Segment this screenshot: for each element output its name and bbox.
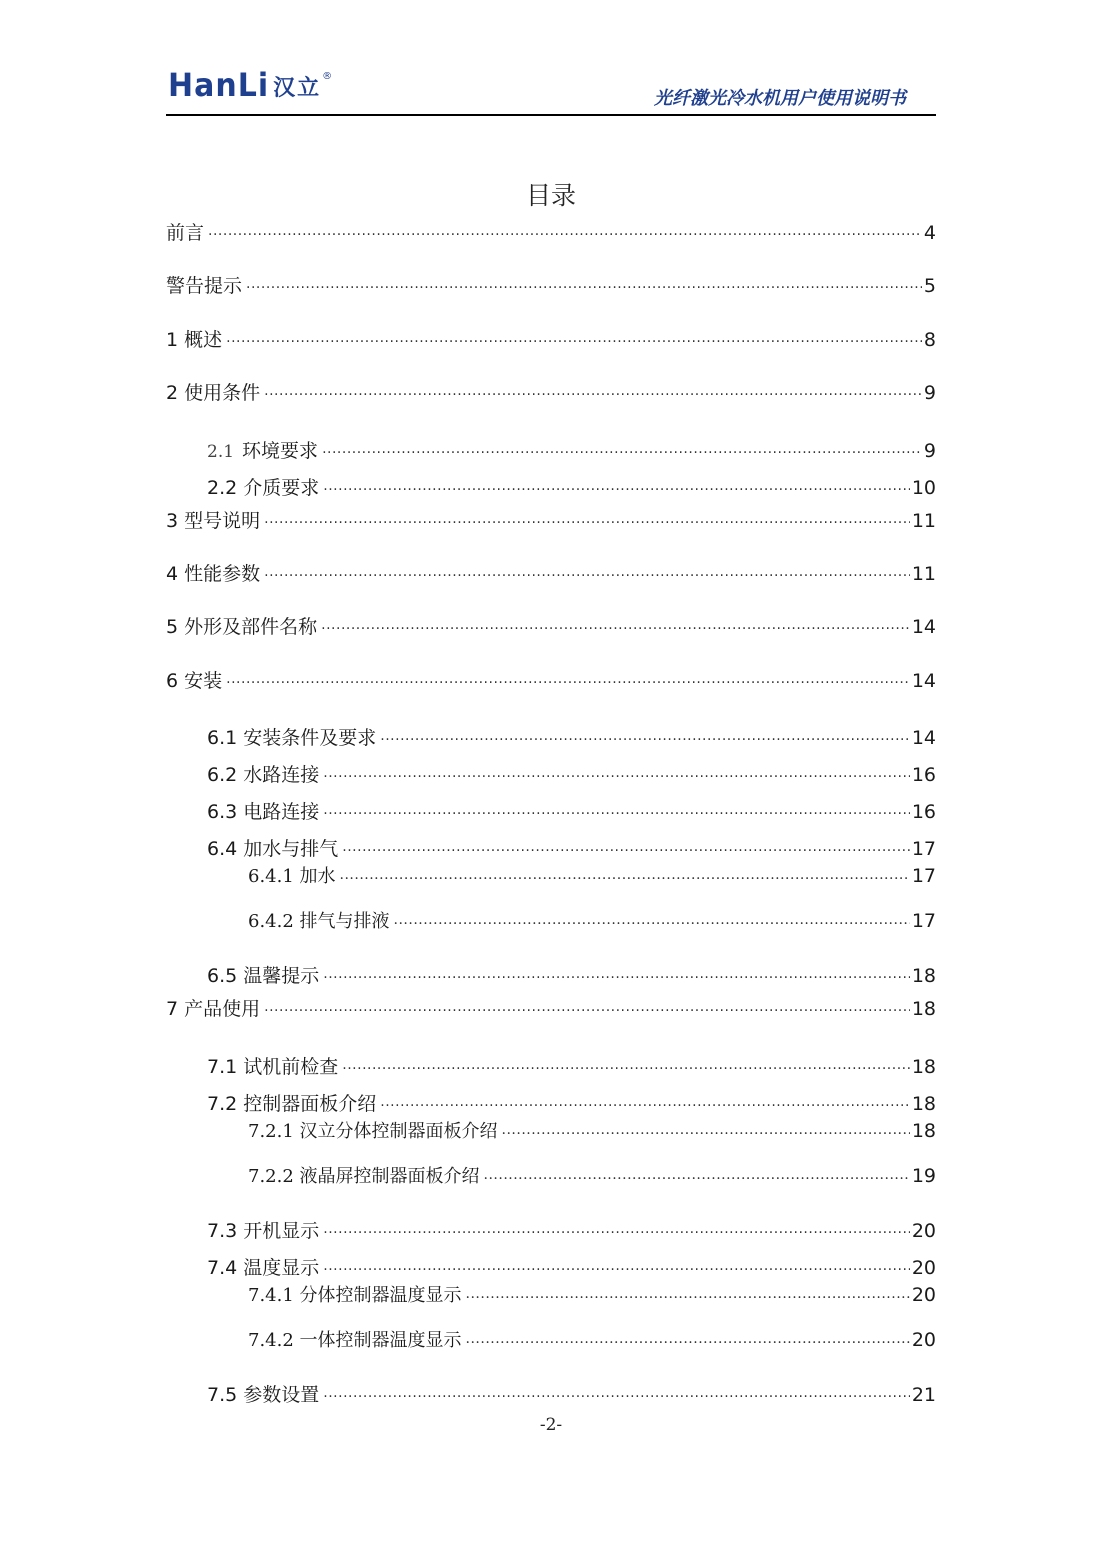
toc-entry-label: 6.3 电路连接 xyxy=(207,801,320,823)
toc-entry-label: 环境要求 xyxy=(242,440,319,462)
toc-entry-label: 3 型号说明 xyxy=(166,510,261,532)
toc-entry-label: 2.2 介质要求 xyxy=(207,477,320,499)
logo-chinese-text: 汉立 xyxy=(273,75,322,101)
toc-entry[interactable] xyxy=(207,436,936,463)
toc-entry[interactable] xyxy=(248,1326,936,1352)
toc-leader-dots xyxy=(323,1223,910,1242)
toc-entry-label: 7.2 控制器面板介绍 xyxy=(207,1093,377,1115)
toc-entry-label: 7.2.2 液晶屏控制器面板介绍 xyxy=(248,1166,480,1187)
toc-leader-dots xyxy=(466,1288,910,1306)
toc-entry-page: 20 xyxy=(911,1284,936,1306)
toc-entry-label: 7.4.1 分体控制器温度显示 xyxy=(248,1285,462,1306)
toc-entry[interactable] xyxy=(207,473,936,500)
toc-entry[interactable] xyxy=(166,378,936,405)
toc-entry-page: 14 xyxy=(911,616,936,638)
toc-entry-page: 14 xyxy=(911,670,936,692)
toc-leader-dots xyxy=(342,841,910,860)
toc-entry-label: 1 概述 xyxy=(166,329,223,351)
toc-entry[interactable] xyxy=(166,559,936,586)
toc-entry-label: 6.4 加水与排气 xyxy=(207,838,339,860)
toc-leader-dots xyxy=(466,1333,910,1351)
toc-entry-page: 18 xyxy=(911,1120,936,1142)
toc-entry-label: 6.2 水路连接 xyxy=(207,764,320,786)
toc-entry-page: 20 xyxy=(911,1257,936,1279)
toc-entry[interactable] xyxy=(248,1281,936,1307)
toc-entry-label: 7.1 试机前检查 xyxy=(207,1056,339,1078)
toc-entry-page: 10 xyxy=(911,477,936,499)
toc-leader-dots xyxy=(340,869,910,887)
toc-entry-label: 4 性能参数 xyxy=(166,563,261,585)
toc-entry[interactable] xyxy=(207,1089,936,1116)
toc-entry[interactable] xyxy=(207,760,936,787)
toc-entry[interactable] xyxy=(207,1052,936,1079)
toc-leader-dots xyxy=(264,566,910,585)
toc-leader-dots xyxy=(342,1059,910,1078)
toc-entry[interactable] xyxy=(207,1380,936,1407)
toc-leader-dots xyxy=(502,1124,910,1142)
toc-leader-dots xyxy=(226,332,922,351)
toc-entry-page: 20 xyxy=(911,1220,936,1242)
toc-entry[interactable] xyxy=(166,612,936,639)
toc-entry-page: 17 xyxy=(911,910,936,932)
toc-leader-dots xyxy=(322,443,922,462)
toc-leader-dots xyxy=(394,914,910,932)
toc-entry-label: 2 使用条件 xyxy=(166,382,261,404)
toc-entry-page: 20 xyxy=(911,1329,936,1351)
toc-entry-page: 8 xyxy=(923,329,936,351)
toc-leader-dots xyxy=(264,385,922,404)
toc-entry[interactable] xyxy=(248,862,936,888)
toc-entry[interactable] xyxy=(207,797,936,824)
toc-entry-page: 5 xyxy=(923,275,936,297)
toc-entry[interactable] xyxy=(166,506,936,533)
toc-leader-dots xyxy=(380,730,910,749)
toc-entry-label: 7.2.1 汉立分体控制器面板介绍 xyxy=(248,1121,498,1142)
page-number: -2- xyxy=(539,1415,563,1435)
toc-entry-page: 18 xyxy=(911,998,936,1020)
toc-leader-dots xyxy=(323,767,910,786)
toc-leader-dots xyxy=(264,513,910,532)
toc-entry-label: 7 产品使用 xyxy=(166,998,261,1020)
toc-entry-label: 6 安装 xyxy=(166,670,223,692)
toc-leader-dots xyxy=(484,1169,910,1187)
toc-entry[interactable] xyxy=(166,271,936,298)
registered-mark: ® xyxy=(322,71,333,82)
toc-leader-dots xyxy=(226,673,910,692)
toc-entry[interactable] xyxy=(248,1162,936,1188)
toc-entry-label: 7.3 开机显示 xyxy=(207,1220,320,1242)
toc-entry[interactable] xyxy=(207,834,936,861)
toc-entry[interactable] xyxy=(166,994,936,1021)
toc-entry-label: 6.5 温馨提示 xyxy=(207,965,320,987)
toc-entry-page: 4 xyxy=(923,222,936,244)
toc-leader-dots xyxy=(208,225,922,244)
toc-entry-label: 6.4.2 排气与排液 xyxy=(248,911,390,932)
toc-leader-dots xyxy=(323,1260,910,1279)
page-header xyxy=(166,62,936,116)
toc-entry[interactable] xyxy=(248,907,936,933)
toc-entry-page: 18 xyxy=(911,1093,936,1115)
toc-entry[interactable] xyxy=(166,666,936,693)
toc-entry-page: 18 xyxy=(911,965,936,987)
logo-latin-text: HanLi xyxy=(168,66,270,105)
toc-entry-label: 7.4.2 一体控制器温度显示 xyxy=(248,1330,462,1351)
toc-entry-page: 16 xyxy=(911,801,936,823)
toc-entry[interactable] xyxy=(207,961,936,988)
toc-leader-dots xyxy=(323,480,910,499)
toc-entry-label: 5 外形及部件名称 xyxy=(166,616,318,638)
toc-entry-label: 前言 xyxy=(166,222,205,244)
toc-entry-page: 17 xyxy=(911,838,936,860)
toc-entry[interactable] xyxy=(207,1253,936,1280)
toc-entry[interactable] xyxy=(166,218,936,245)
toc-leader-dots xyxy=(264,1001,910,1020)
toc-entry-page: 14 xyxy=(911,727,936,749)
toc-entry[interactable] xyxy=(248,1117,936,1143)
document-title: 光纤激光冷水机用户使用说明书 xyxy=(654,88,906,109)
toc-entry-page: 11 xyxy=(911,510,936,532)
toc-entry-label: 7.5 参数设置 xyxy=(207,1384,320,1406)
toc-leader-dots xyxy=(323,804,910,823)
toc-entry-label: 6.4.1 加水 xyxy=(248,866,336,887)
toc-leader-dots xyxy=(323,1387,910,1406)
toc-entry[interactable] xyxy=(207,1216,936,1243)
toc-entry-label: 7.4 温度显示 xyxy=(207,1257,320,1279)
toc-entry-page: 9 xyxy=(923,382,936,404)
hanli-logo xyxy=(168,68,332,103)
toc-leader-dots xyxy=(321,619,910,638)
toc-heading: 目录 xyxy=(525,181,576,210)
toc-leader-dots xyxy=(246,278,922,297)
toc-leader-dots xyxy=(323,968,910,987)
toc-entry-page: 9 xyxy=(923,440,936,462)
toc-leader-dots xyxy=(380,1096,910,1115)
toc-entry-page: 11 xyxy=(911,563,936,585)
toc-entry-page: 18 xyxy=(911,1056,936,1078)
toc-entry-label: 6.1 安装条件及要求 xyxy=(207,727,377,749)
toc-entry[interactable] xyxy=(207,723,936,750)
toc-entry-page: 16 xyxy=(911,764,936,786)
toc-entry-page: 17 xyxy=(911,865,936,887)
toc-entry-label: 警告提示 xyxy=(166,275,243,297)
toc-entry-page: 19 xyxy=(911,1165,936,1187)
toc-entry[interactable] xyxy=(166,325,936,352)
toc-entry-number: 2.1 xyxy=(207,442,235,462)
toc-entry-page: 21 xyxy=(911,1384,936,1406)
